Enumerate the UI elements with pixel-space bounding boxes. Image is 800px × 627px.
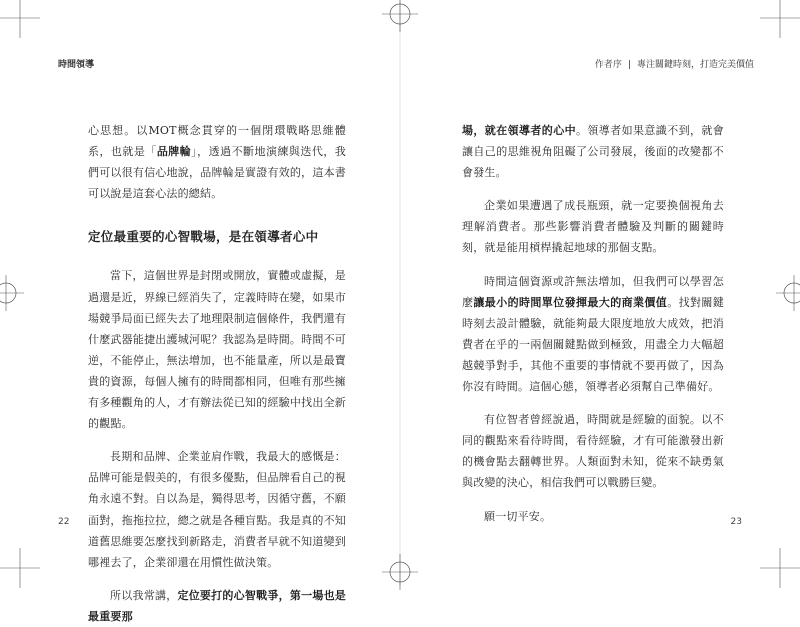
body-paragraph <box>462 409 724 493</box>
text-run: 。找對關鍵時刻去設計體驗，就能夠最大限度地放大成效，把消費者在乎的一兩個關鍵點做到極致，用盡全力大幅超越競爭對手，其他不重要的事情就不要再做了，因為你沒有時間。這個心態，領導者必須幫自己準備好。 <box>462 295 725 394</box>
page-number: 23 <box>730 517 742 527</box>
body-paragraph <box>462 120 724 183</box>
text-run: 有位智者曾經說過，時間就是經驗的面貌。以不同的觀點來看待時間，看待經驗，才有可能激發出新的機會點去翻轉世界。人類面對未知，從來不缺勇氣與改變的決心，相信我們可以戰勝巨變。 <box>462 413 724 490</box>
emphasis-text: 品牌輪 <box>156 145 192 159</box>
registration-mark-icon <box>0 273 26 313</box>
left-body-text <box>88 120 346 627</box>
crop-mark-icon <box>760 548 800 588</box>
running-head <box>595 57 754 70</box>
body-paragraph <box>88 585 346 627</box>
emphasis-text: 場，就在領導者的心中 <box>462 124 576 137</box>
text-run: 。領導者如果意識不到，就會讓自己的思維視角阻礙了公司發展，後面的改變都不會發生。 <box>462 124 724 180</box>
text-run: 」，透過不斷地演練與迭代，我們可以很有信心地說， <box>88 145 346 180</box>
emphasis-text: 定位要打的心智戰爭，第一場也是最重要那 <box>88 588 347 623</box>
right-page <box>400 0 800 586</box>
crop-mark-icon <box>0 0 40 38</box>
body-paragraph <box>88 120 346 204</box>
body-paragraph <box>88 446 346 573</box>
text-run: 定位最重要的心智戰場，是在領導者心中 <box>88 229 319 245</box>
crop-mark-icon <box>0 548 40 588</box>
body-paragraph <box>462 195 724 258</box>
text-run: 當下，這個世界是封閉或開放，實體或虛擬，是過還是近，界線已經消失了，定義時時在變，如果市場競爭局面已經失去了地理限制這個條件，我們還有什麼武器能捷出護城河呢？我認為是時間。時間不可逆，不能停止，無法增加，也不能量產，所以是最寶貴的資源，每個人擁有的時間都相同，但唯有那些擁有多種觀角的人，才有辦法從已知的經驗中找出全新的觀點。 <box>88 269 346 431</box>
text-run: 心思想。以MOT概念貫穿的一個閉環戰略思維體系，也就是 <box>88 124 346 159</box>
running-head-title: 專注關鍵時刻，打造完美價值 <box>636 60 754 70</box>
text-run: 時間這個資源或許無法增加，但我們可以學習怎麼 <box>462 274 724 309</box>
text-run: 長期和品牌、企業並肩作戰，我最大的感慨是：品牌可能是假美的，有很多優點，但品牌看自己的視角永遠不對。自以為是，獨得思考，因循守舊，不願面對，拖拖拉拉，總之就是各種盲點。我是真的不知道舊思維要怎麼找到新路走，消費者早就不知道變到哪裡去了，企業卻還在用慣性做決策。 <box>88 450 346 569</box>
registration-mark-icon <box>774 273 800 313</box>
body-paragraph <box>462 506 724 527</box>
running-head: 時間領導 <box>58 60 95 70</box>
text-run: 願一切平安。 <box>484 509 552 523</box>
text-run: 企業如果遭遇了成長瓶頸，就一定要換個視角去理解消費者。那些影響消費者體驗及判斷的關鍵時刻，就是能用槓桿撬起地球的那個支點。 <box>462 199 724 255</box>
page-number: 22 <box>58 517 70 527</box>
right-body-text <box>462 120 724 527</box>
text-run: 「 <box>145 145 157 159</box>
text-run: 所以我常講， <box>110 588 178 602</box>
running-head-separator: | <box>627 60 631 70</box>
text-run: 品牌輪是實證有效的，這本書可以說是這套心法的總結。 <box>88 166 346 201</box>
body-paragraph <box>88 265 346 434</box>
running-head-author: 作者序 <box>594 60 622 70</box>
left-page <box>0 0 400 623</box>
crop-mark-icon <box>760 0 800 38</box>
body-paragraph <box>462 271 724 398</box>
emphasis-text: 讓最小的時間單位發揮最大的商業價值 <box>473 295 668 309</box>
section-heading <box>88 226 346 247</box>
